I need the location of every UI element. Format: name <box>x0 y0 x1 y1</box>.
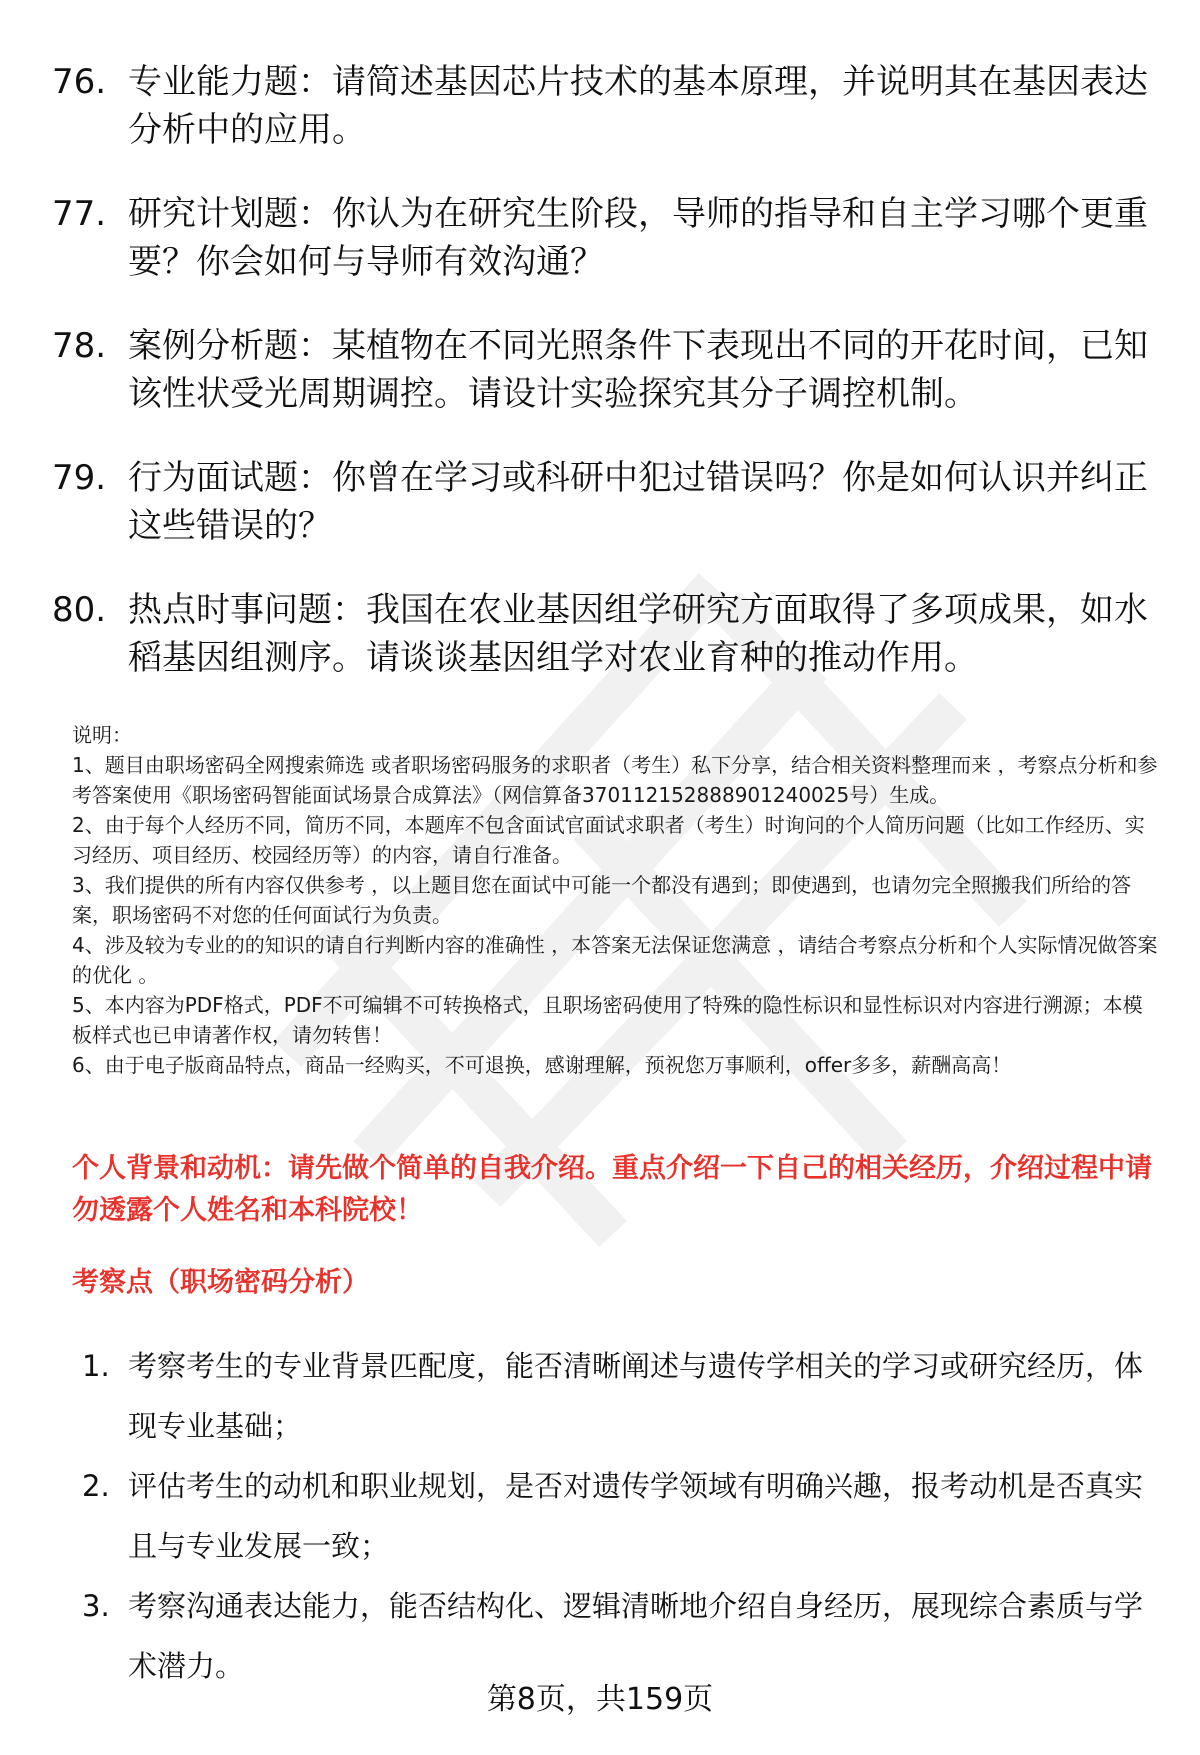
question-number: 80. <box>52 590 107 630</box>
question-text: 专业能力题：请简述基因芯片技术的基本原理，并说明其在基因表达分析中的应用。 <box>128 62 1148 150</box>
list-item-number: 1. <box>82 1349 110 1383</box>
list-item-text: 考察沟通表达能力，能否结构化、逻辑清晰地介绍自身经历，展现综合素质与学术潜力。 <box>128 1589 1144 1683</box>
question-text: 研究计划题：你认为在研究生阶段，导师的指导和自主学习哪个更重要？你会如何与导师有效沟通？ <box>128 194 1148 282</box>
notes-section <box>72 720 1162 1080</box>
question-list <box>52 58 1152 718</box>
question-number: 79. <box>52 458 107 498</box>
note-item: 5、本内容为PDF格式，PDF不可编辑不可转换格式，且职场密码使用了特殊的隐性标识和显性标识对内容进行溯源；本模板样式也已申请著作权，请勿转售！ <box>72 993 1143 1047</box>
question-number: 76. <box>52 62 107 102</box>
question-text: 行为面试题：你曾在学习或科研中犯过错误吗？你是如何认识并纠正这些错误的？ <box>128 458 1148 546</box>
notes-title: 说明： <box>72 723 132 747</box>
question-item <box>52 322 1152 418</box>
question-item <box>52 454 1152 550</box>
analysis-points-list <box>82 1336 1162 1696</box>
question-item <box>52 586 1152 682</box>
note-item: 3、我们提供的所有内容仅供参考 ，以上题目您在面试中可能一个都没有遇到；即使遇到，也请勿完全照搬我们所给的答案，职场密码不对您的任何面试行为负责。 <box>72 873 1132 927</box>
question-item <box>52 190 1152 286</box>
question-number: 78. <box>52 326 107 366</box>
note-item: 2、由于每个人经历不同，简历不同，本题库不包含面试官面试求职者（考生）时询问的个人简历问题（比如工作经历、实习经历、项目经历、校园经历等）的内容，请自行准备。 <box>72 813 1145 867</box>
list-item-number: 3. <box>82 1589 110 1623</box>
question-heading: 个人背景和动机：请先做个简单的自我介绍。重点介绍一下自己的相关经历，介绍过程中请勿透露个人姓名和本科院校！ <box>72 1153 1152 1226</box>
question-text: 案例分析题：某植物在不同光照条件下表现出不同的开花时间，已知该性状受光周期调控。请设计实验探究其分子调控机制。 <box>128 326 1148 414</box>
list-item <box>82 1336 1162 1456</box>
list-item-number: 2. <box>82 1469 110 1503</box>
note-item: 4、涉及较为专业的的知识的请自行判断内容的准确性 ，本答案无法保证您满意 ，请结合考察点分析和个人实际情况做答案的优化 。 <box>72 933 1158 987</box>
question-text: 热点时事问题：我国在农业基因组学研究方面取得了多项成果，如水稻基因组测序。请谈谈基因组学对农业育种的推动作用。 <box>128 590 1148 678</box>
list-item <box>82 1576 1162 1696</box>
page-footer: 第8页，共159页 <box>486 1682 714 1717</box>
list-item <box>82 1456 1162 1576</box>
list-item-text: 评估考生的动机和职业规划，是否对遗传学领域有明确兴趣，报考动机是否真实且与专业发展一致； <box>128 1469 1144 1563</box>
list-item-text: 考察考生的专业背景匹配度，能否清晰阐述与遗传学相关的学习或研究经历，体现专业基础； <box>128 1349 1144 1443</box>
note-item: 6、由于电子版商品特点，商品一经购买，不可退换，感谢理解，预祝您万事顺利，offer多多，薪酬高高！ <box>72 1053 1012 1077</box>
question-number: 77. <box>52 194 107 234</box>
question-item <box>52 58 1152 154</box>
analysis-heading: 考察点（职场密码分析） <box>72 1267 369 1298</box>
note-item: 1、题目由职场密码全网搜索筛选 或者职场密码服务的求职者（考生）私下分享，结合相关资料整理而来 ，考察点分析和参考答案使用《职场密码智能面试场景合成算法》（网信算备370112152888901240025号）生成。 <box>72 753 1158 807</box>
